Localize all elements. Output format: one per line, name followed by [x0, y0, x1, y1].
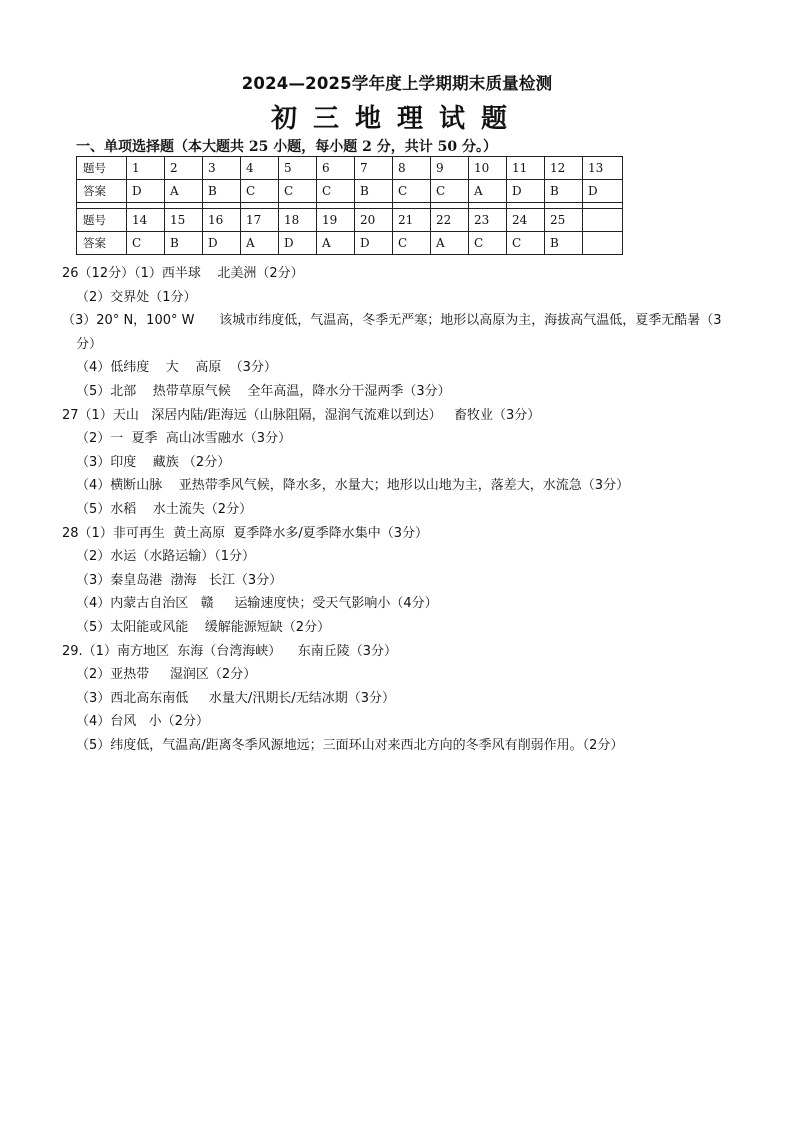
- table-cell: C: [393, 180, 431, 203]
- table-cell: 1: [127, 157, 165, 180]
- table-cell: [583, 232, 623, 255]
- answer-row: [77, 180, 623, 203]
- table-cell: 2: [165, 157, 203, 180]
- table-cell: C: [279, 180, 317, 203]
- answer-line: （5）太阳能或风能 缓解能源短缺（2分）: [76, 619, 331, 635]
- table-cell: 17: [241, 209, 279, 232]
- table-cell: 4: [241, 157, 279, 180]
- table-cell: C: [317, 180, 355, 203]
- table-cell: 23: [469, 209, 507, 232]
- table-cell: 12: [545, 157, 583, 180]
- table-cell: 19: [317, 209, 355, 232]
- table-cell: 10: [469, 157, 507, 180]
- exam-title: 2024—2025学年度上学期期末质量检测: [241, 74, 553, 93]
- table-cell: B: [355, 180, 393, 203]
- table-cell: 13: [583, 157, 623, 180]
- answer-line: 26（12分）（1）西半球 北美洲（2分）: [62, 266, 304, 281]
- answer-line: 27（1）天山 深居内陆/距海远（山脉阻隔，湿润气流难以到达） 畜牧业（3分）: [62, 407, 541, 423]
- table-cell: B: [203, 180, 241, 203]
- table-cell: 14: [127, 209, 165, 232]
- answer-line: （4）内蒙古自治区 赣 运输速度快；受天气影响小（4分）: [76, 596, 438, 612]
- answer-line: （2）水运（水路运输）（1分）: [76, 549, 256, 565]
- answer-line: （4）横断山脉 亚热带季风气候，降水多，水量大；地形以山地为主，落差大，水流急（3分）: [76, 478, 630, 494]
- table-cell: 15: [165, 209, 203, 232]
- table-cell: D: [583, 180, 623, 203]
- table-cell: 3: [203, 157, 241, 180]
- table-cell: D: [355, 232, 393, 255]
- table-cell: 11: [507, 157, 545, 180]
- section-heading: 一、单项选择题（本大题共 25 小题，每小题 2 分，共计 50 分。）: [76, 139, 497, 155]
- table-cell: D: [279, 232, 317, 255]
- answer-line: 28（1）非可再生 黄土高原 夏季降水多/夏季降水集中（3分）: [62, 525, 428, 541]
- answer-line: （5）水稻 水土流失（2分）: [76, 501, 253, 517]
- table-cell: C: [127, 232, 165, 255]
- table-cell: B: [545, 232, 583, 255]
- table-cell: A: [241, 232, 279, 255]
- table-cell: D: [203, 232, 241, 255]
- answer-line: （3）印度 藏族 （2分）: [76, 454, 231, 470]
- table-cell: C: [469, 232, 507, 255]
- table-cell: 25: [545, 209, 583, 232]
- table-cell: 9: [431, 157, 469, 180]
- table-cell: 8: [393, 157, 431, 180]
- table-cell: 21: [393, 209, 431, 232]
- table-cell: D: [127, 180, 165, 203]
- question-number-row: [77, 157, 623, 180]
- table-cell: [583, 209, 623, 232]
- answer-line: （2）交界处（1分）: [76, 289, 197, 305]
- row-label: 题号: [77, 157, 127, 180]
- answer-line: （2）亚热带 湿润区（2分）: [76, 667, 257, 683]
- answer-row: [77, 232, 623, 255]
- table-cell: 7: [355, 157, 393, 180]
- table-cell: D: [507, 180, 545, 203]
- table-cell: B: [545, 180, 583, 203]
- exam-subject-title: 初三地理试题: [270, 104, 523, 134]
- table-cell: 5: [279, 157, 317, 180]
- table-cell: 6: [317, 157, 355, 180]
- row-label: 答案: [77, 180, 127, 203]
- answer-line: （3）秦皇岛港 渤海 长江（3分）: [76, 572, 283, 588]
- answer-line: （2）一 夏季 高山冰雪融水（3分）: [76, 431, 292, 447]
- answer-line: （4）低纬度 大 高原 （3分）: [76, 360, 277, 376]
- table-cell: 16: [203, 209, 241, 232]
- answer-line: （3）20° N，100° W 该城市纬度低，气温高，冬季无严寒；地形以高原为主，海拔高气温低，夏季无酷暑（3分）: [62, 313, 722, 352]
- question-number-row: [77, 209, 623, 232]
- table-cell: A: [317, 232, 355, 255]
- table-cell: A: [469, 180, 507, 203]
- table-cell: 22: [431, 209, 469, 232]
- table-cell: C: [241, 180, 279, 203]
- answer-line: 29.（1）南方地区 东海（台湾海峡） 东南丘陵（3分）: [62, 643, 398, 659]
- answer-line: （4）台风 小（2分）: [76, 714, 209, 730]
- table-cell: C: [431, 180, 469, 203]
- answer-line: （5）纬度低，气温高/距离冬季风源地远；三面环山对来西北方向的冬季风有削弱作用。（2分）: [76, 737, 624, 753]
- table-cell: C: [393, 232, 431, 255]
- answer-line: （5）北部 热带草原气候 全年高温，降水分干湿两季（3分）: [76, 383, 451, 399]
- table-cell: 20: [355, 209, 393, 232]
- row-label: 题号: [77, 209, 127, 232]
- table-cell: A: [431, 232, 469, 255]
- table-cell: C: [507, 232, 545, 255]
- answer-table: [76, 156, 623, 255]
- answer-line: （3）西北高东南低 水量大/汛期长/无结冰期（3分）: [76, 690, 395, 706]
- table-cell: A: [165, 180, 203, 203]
- answer-lines: [62, 262, 726, 757]
- table-cell: 18: [279, 209, 317, 232]
- table-cell: B: [165, 232, 203, 255]
- row-label: 答案: [77, 232, 127, 255]
- table-cell: 24: [507, 209, 545, 232]
